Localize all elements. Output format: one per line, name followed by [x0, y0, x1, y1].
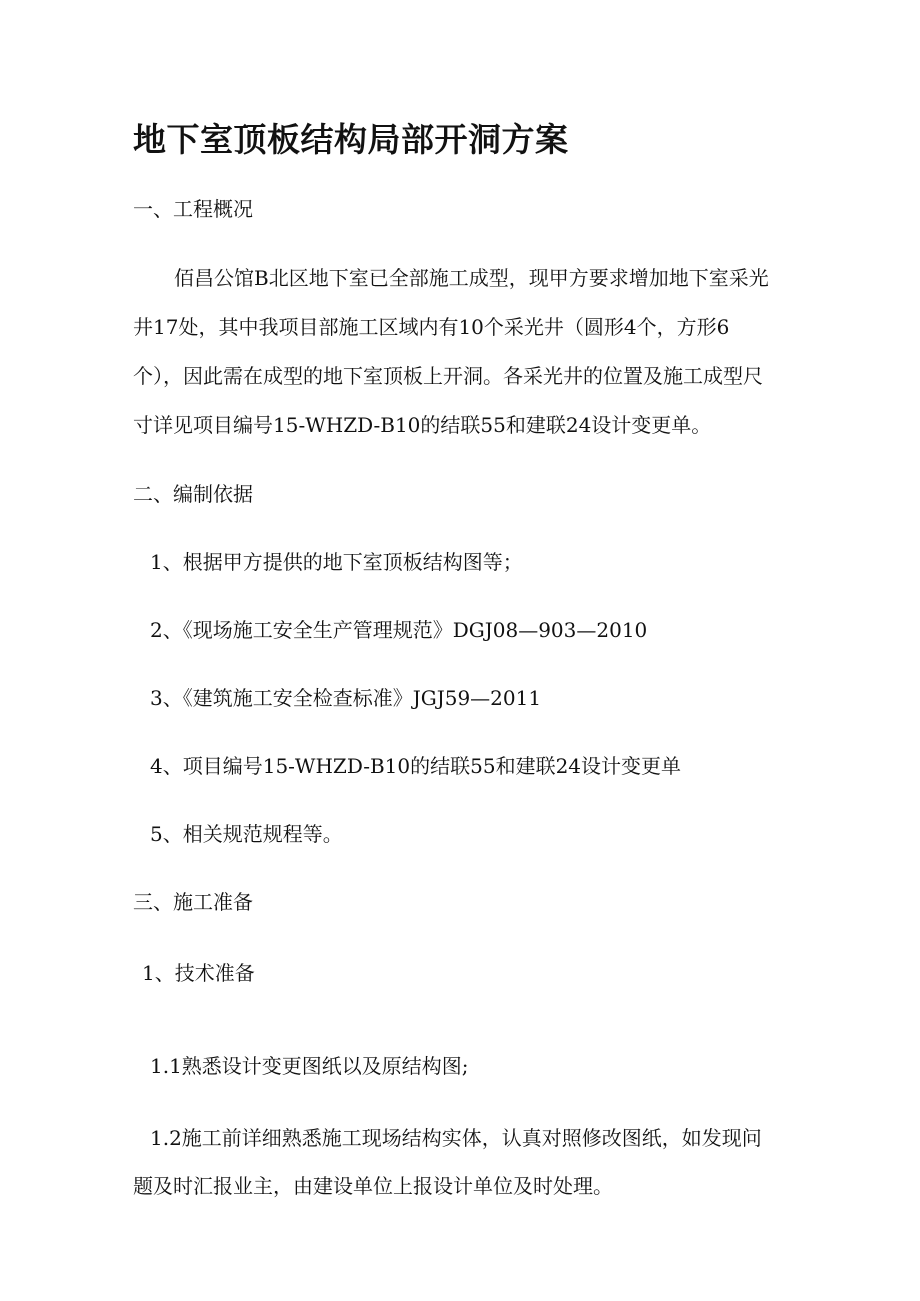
section-heading-overview: 一、工程概况	[133, 197, 253, 221]
technical-list-item: 题及时汇报业主，由建设单位上报设计单位及时处理。	[133, 1174, 613, 1198]
technical-list-item: 1.1熟悉设计变更图纸以及原结构图;	[150, 1054, 469, 1078]
overview-paragraph-line: 个），因此需在成型的地下室顶板上开洞。各采光井的位置及施工成型尺	[133, 364, 763, 388]
overview-paragraph-line: 井17处，其中我项目部施工区域内有10个采光井（圆形4个，方形6	[133, 315, 730, 339]
section-heading-preparation: 三、施工准备	[133, 890, 253, 914]
document-title: 地下室顶板结构局部开洞方案	[133, 120, 569, 159]
overview-paragraph-line: 寸详见项目编号15-WHZD-B10的结联55和建联24设计变更单。	[133, 413, 712, 437]
basis-list-item: 5、相关规范规程等。	[150, 822, 343, 846]
overview-paragraph-line: 佰昌公馆B北区地下室已全部施工成型，现甲方要求增加地下室采光	[174, 266, 769, 290]
subsection-heading-technical: 1、技术准备	[142, 961, 255, 985]
section-heading-basis: 二、编制依据	[133, 482, 253, 506]
basis-list-item: 3、《建筑施工安全检查标准》JGJ59—2011	[150, 686, 542, 710]
basis-list-item: 4、项目编号15-WHZD-B10的结联55和建联24设计变更单	[150, 754, 682, 778]
basis-list-item: 1、根据甲方提供的地下室顶板结构图等；	[150, 550, 523, 574]
basis-list-item: 2、《现场施工安全生产管理规范》DGJ08—903—2010	[150, 618, 648, 642]
technical-list-item: 1.2施工前详细熟悉施工现场结构实体，认真对照修改图纸，如发现问	[150, 1126, 762, 1150]
